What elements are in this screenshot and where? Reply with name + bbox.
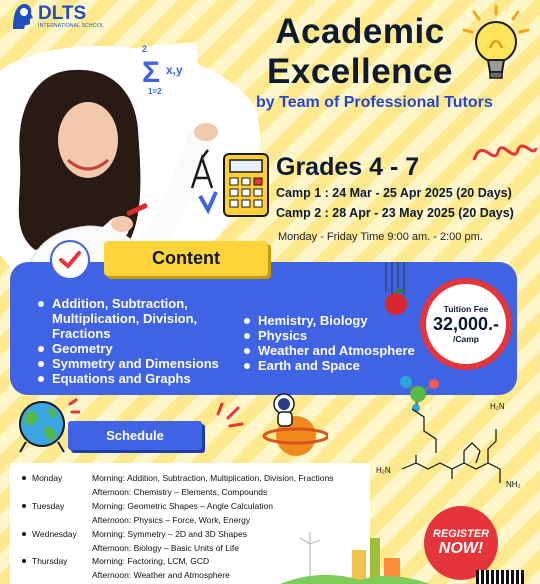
svg-text:Σ: Σ bbox=[142, 56, 161, 89]
list-item: Earth and Space bbox=[242, 358, 452, 373]
sigma-icon bbox=[130, 38, 202, 100]
list-item: Weather and Atmosphere bbox=[242, 343, 452, 358]
svg-text:NH₂: NH₂ bbox=[506, 480, 521, 489]
calculator-icon bbox=[186, 148, 274, 226]
schedule-afternoon: Afternoon: Biology – Basic Units of Life bbox=[92, 543, 239, 553]
list-item: Physics bbox=[242, 328, 452, 343]
chemical-structure-diagram bbox=[372, 395, 540, 490]
brand-name: DLTS bbox=[38, 2, 87, 24]
schedule-afternoon: Afternoon: Physics – Force, Work, Energy bbox=[92, 515, 251, 525]
logo-head-icon bbox=[10, 1, 34, 31]
content-heading: Content bbox=[104, 241, 268, 276]
fee-amount: 32,000.- bbox=[432, 314, 500, 334]
register-now-label: NOW! bbox=[438, 540, 484, 557]
register-now-button[interactable] bbox=[424, 506, 498, 580]
svg-text:H₂N: H₂N bbox=[376, 466, 391, 475]
svg-text:H₂N: H₂N bbox=[490, 402, 505, 411]
schedule-morning: Morning: Geometric Shapes – Angle Calculation bbox=[92, 501, 273, 511]
schedule-day: Thursday bbox=[22, 556, 67, 566]
brand-subtitle: INTERNATIONAL SCHOOL bbox=[38, 22, 104, 29]
camp1-dates: Camp 1 : 24 Mar - 25 Apr 2025 (20 Days) bbox=[276, 186, 512, 200]
math-formula-card bbox=[130, 38, 202, 100]
schedule-heading: Schedule bbox=[68, 421, 202, 450]
schedule-morning: Morning: Factoring, LCM, GCD bbox=[92, 556, 210, 566]
astronaut-planet-icon bbox=[262, 392, 328, 458]
list-item: Symmetry and Dimensions bbox=[36, 356, 236, 371]
tuition-fee-badge bbox=[420, 278, 512, 370]
camp2-dates: Camp 2 : 28 Apr - 23 May 2025 (20 Days) bbox=[276, 206, 514, 220]
schedule-day: Monday bbox=[22, 473, 62, 483]
hanging-apple-icon bbox=[380, 262, 416, 316]
qr-code[interactable] bbox=[476, 570, 524, 584]
fee-unit: /Camp bbox=[453, 334, 479, 344]
spark-lines-icon bbox=[214, 402, 244, 428]
class-hours: Monday - Friday Time 9:00 am. - 2:00 pm. bbox=[278, 231, 483, 243]
page-title-line2: Excellence bbox=[267, 52, 453, 91]
lightbulb-icon bbox=[460, 4, 532, 88]
city-skyline-illustration bbox=[280, 530, 430, 584]
schedule-morning: Morning: Symmetry – 2D and 3D Shapes bbox=[92, 529, 247, 539]
fee-label: Tuition Fee bbox=[443, 304, 489, 314]
page-title-line1: Academic bbox=[275, 12, 445, 51]
schedule-afternoon: Afternoon: Weather and Atmosphere bbox=[92, 570, 230, 580]
schedule-day: Wednesday bbox=[22, 529, 77, 539]
list-item: Hemistry, Biology bbox=[242, 313, 452, 328]
subject-list-left bbox=[36, 296, 236, 386]
grades-heading: Grades 4 - 7 bbox=[276, 153, 420, 181]
list-item: Equations and Graphs bbox=[36, 371, 236, 386]
schedule-morning: Morning: Addition, Subtraction, Multiplication, Division, Fractions bbox=[92, 473, 334, 483]
schedule-day: Tuesday bbox=[22, 501, 64, 511]
svg-text:x,y: x,y bbox=[166, 63, 183, 77]
squiggle-decoration bbox=[472, 140, 538, 168]
svg-text:1=2: 1=2 bbox=[148, 87, 162, 96]
list-item: Geometry bbox=[36, 341, 236, 356]
schedule-afternoon: Afternoon: Chemistry – Elements, Compounds bbox=[92, 487, 268, 497]
page-subtitle: by Team of Professional Tutors bbox=[256, 94, 493, 111]
school-logo bbox=[10, 0, 122, 32]
register-label: REGISTER bbox=[432, 528, 490, 540]
checkmark-icon bbox=[50, 240, 90, 280]
list-item: Addition, Subtraction, Multiplication, Division, Fractions bbox=[36, 296, 236, 341]
svg-text:2: 2 bbox=[142, 44, 148, 54]
